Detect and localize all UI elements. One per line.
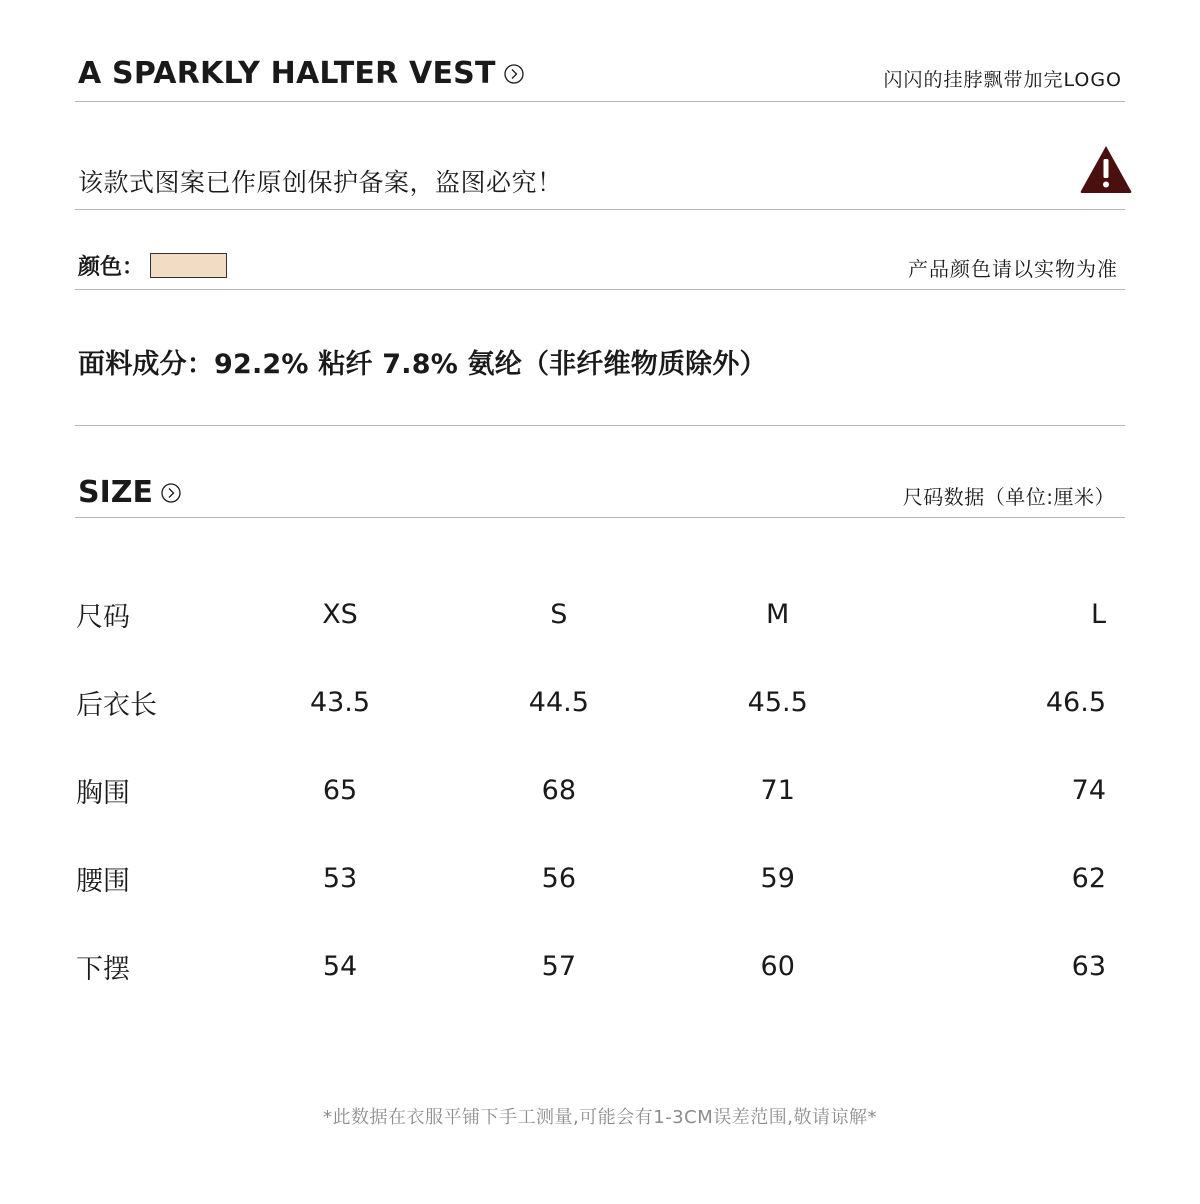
table-cell: 54 [322, 950, 358, 982]
row-label: 下摆 [76, 953, 130, 985]
divider [75, 517, 1125, 518]
table-header-cell: XS [322, 598, 358, 630]
table-cell: 62 [1071, 862, 1106, 894]
color-label: 颜色： [78, 255, 145, 280]
copyright-notice: 该款式图案已作原创保护备案，盗图必究！ [78, 168, 563, 197]
product-title-text: A SPARKLY HALTER VEST [78, 56, 496, 91]
chevron-right-circle-icon [161, 483, 181, 503]
size-section-title [78, 475, 181, 510]
table-row [76, 834, 1116, 922]
size-table [76, 570, 1116, 1010]
row-label: 腰围 [76, 865, 130, 897]
table-header-row [76, 570, 1116, 658]
table-cell: 63 [1071, 950, 1106, 982]
table-cell: 68 [541, 774, 577, 806]
table-row [76, 658, 1116, 746]
divider [75, 101, 1125, 102]
divider [75, 209, 1125, 210]
divider [75, 289, 1125, 290]
table-cell: 59 [760, 862, 795, 894]
table-cell: 57 [541, 950, 577, 982]
table-cell: 56 [541, 862, 577, 894]
table-cell: 74 [1071, 774, 1106, 806]
measurement-footnote: *此数据在衣服平铺下手工测量,可能会有1-3CM误差范围,敬请谅解* [323, 1107, 877, 1128]
table-header-cell: S [550, 598, 568, 630]
size-unit-note: 尺码数据（单位:厘米） [902, 485, 1115, 509]
table-cell: 71 [760, 774, 795, 806]
table-header-cell: 尺码 [76, 601, 130, 633]
table-cell: 53 [322, 862, 358, 894]
color-row [78, 250, 227, 281]
table-cell: 43.5 [309, 686, 371, 718]
table-cell: 65 [322, 774, 358, 806]
color-swatch [150, 253, 227, 278]
row-label: 后衣长 [76, 689, 157, 721]
table-cell: 44.5 [528, 686, 589, 718]
table-row [76, 746, 1116, 834]
warning-triangle-icon [1078, 143, 1134, 195]
divider [75, 425, 1125, 426]
product-title [78, 56, 524, 91]
row-label: 胸围 [76, 777, 130, 809]
table-header-cell: L [1090, 598, 1106, 630]
fabric-composition: 面料成分：92.2% 粘纤 7.8% 氨纶（非纤维物质除外） [78, 349, 767, 380]
table-cell: 60 [760, 950, 795, 982]
color-note: 产品颜色请以实物为准 [908, 257, 1118, 281]
chevron-right-circle-icon [504, 64, 524, 84]
table-row [76, 922, 1116, 1010]
table-cell: 46.5 [1045, 686, 1106, 718]
size-title-text: SIZE [78, 475, 154, 510]
table-header-cell: M [766, 598, 790, 630]
table-cell: 45.5 [747, 686, 808, 718]
product-subtitle: 闪闪的挂脖飘带加完LOGO [883, 69, 1122, 91]
